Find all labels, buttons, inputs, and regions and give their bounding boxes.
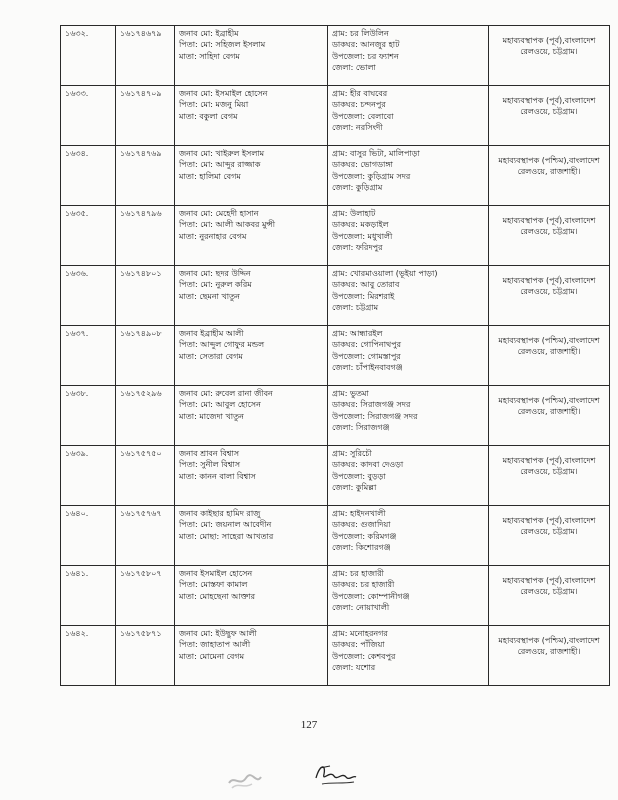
address-line: উপজেলা: করিমগঞ্জ [332, 531, 397, 541]
mother-name: মাতা: কানন বালা বিশ্বাস [179, 471, 256, 481]
candidate-name: জনাব মো: মেহেদী হাসান [179, 209, 259, 218]
address-line: জেলা: ভোলা [332, 63, 376, 73]
serial-cell: ১৬৩৫. [61, 206, 116, 266]
mother-name: মাতা: সাহিদা বেগম [179, 51, 240, 61]
address-line: জেলা: চট্টগ্রাম [332, 303, 379, 313]
candidate-name: জনাব মো: ইউছুফ আলী [179, 629, 257, 638]
person-cell [175, 446, 328, 506]
address-cell [328, 326, 489, 386]
table-row [61, 626, 610, 686]
mother-name: মাতা: সেতারা বেগম [179, 351, 243, 361]
address-line: জেলা: কিশোরগঞ্জ [332, 543, 391, 553]
roll-cell: ১৬১৭৪৭৯৬ [116, 206, 175, 266]
address-line: উপজেলা: চর ফ্যাশন [332, 51, 399, 61]
address-line: গ্রাম: চর লিউলিন [332, 29, 389, 38]
office-cell: মহাব্যবস্থাপক (পূর্ব),বাংলাদেশ রেলওয়ে, চট্টগ্রাম। [489, 506, 610, 566]
father-name: পিতা: মো: জয়নাল আবেদীন [179, 520, 272, 530]
candidate-name: জনাব ইসমাইল হোসেন [179, 569, 253, 578]
address-line: ডাকঘর: পাঁজিয়া [332, 640, 385, 650]
address-line: গ্রাম: মনোহরনগর [332, 629, 388, 638]
table-row [61, 506, 610, 566]
roll-cell: ১৬১৭৫৭৬৭ [116, 506, 175, 566]
table-row [61, 86, 610, 146]
office-cell: মহাব্যবস্থাপক (পূর্ব),বাংলাদেশ রেলওয়ে, চট্টগ্রাম। [489, 266, 610, 326]
address-line: উপজেলা: কোম্পানীগঞ্জ [332, 591, 410, 601]
address-line: গ্রাম: আন্ধারইল [332, 329, 383, 338]
candidate-name: জনাব মো: ইব্রাহীম [179, 29, 239, 38]
serial-cell: ১৬৩৯. [61, 446, 116, 506]
address-line: ডাকঘর: আবু তোরাব [332, 280, 400, 290]
father-name: পিতা: মোস্তফা কামাল [179, 580, 248, 590]
address-cell [328, 626, 489, 686]
person-cell [175, 86, 328, 146]
address-line: উপজেলা: মিরশরাই [332, 291, 395, 301]
signature [312, 760, 358, 788]
mother-name: মাতা: নুরনাহার বেগম [179, 231, 247, 241]
father-name: পিতা: মো: আলী আকবর মুন্সী [179, 220, 275, 230]
table-row [61, 566, 610, 626]
serial-cell: ১৬৪০. [61, 506, 116, 566]
address-line: উপজেলা: গোমস্তাপুর [332, 351, 401, 361]
person-cell [175, 326, 328, 386]
stamp-smudge [226, 769, 264, 791]
table-row [61, 146, 610, 206]
serial-cell: ১৬৩২. [61, 26, 116, 86]
father-name: পিতা: মো: নুরুল করিম [179, 280, 252, 290]
address-line: জেলা: যশোর [332, 663, 376, 673]
records-table [60, 25, 610, 686]
father-name: পিতা: মো: আব্দুর রাজ্জাক [179, 160, 261, 170]
address-line: গ্রাম: হীর বাঘবের [332, 89, 388, 98]
office-cell: মহাব্যবস্থাপক (পূর্ব),বাংলাদেশ রেলওয়ে, চট্টগ্রাম। [489, 86, 610, 146]
candidate-name: জনাব শ্রাবন বিশ্বাস [179, 449, 240, 458]
address-cell [328, 506, 489, 566]
address-line: জেলা: কুমিল্লা [332, 483, 377, 493]
address-line: উপজেলা: কেশবপুর [332, 651, 396, 661]
address-line: গ্রাম: হাইদনখালী [332, 509, 386, 518]
address-line: ডাকঘর: চর হাজারী [332, 580, 395, 590]
address-cell [328, 386, 489, 446]
father-name: পিতা: মো: সহিজল ইসলাম [179, 40, 266, 50]
address-line: গ্রাম: ভুতমা [332, 389, 369, 398]
father-name: পিতা: মো: আবুল হোসেন [179, 400, 261, 410]
candidate-name: জনাব মো: ছদর উদ্দিন [179, 269, 251, 278]
address-line: জেলা: চাঁপাইনবাবগঞ্জ [332, 363, 403, 373]
serial-cell: ১৬৪১. [61, 566, 116, 626]
candidate-name: জনাব মো: রুবেল রানা জীবন [179, 389, 273, 398]
table-row [61, 26, 610, 86]
address-line: উপজেলা: কুড়িগ্রাম সদর [332, 171, 411, 181]
roll-cell: ১৬১৭৪৭০৯ [116, 86, 175, 146]
address-line: উপজেলা: বেলাবো [332, 111, 394, 121]
address-line: গ্রাম: উলাহাট [332, 209, 376, 218]
serial-cell: ১৬৩৬. [61, 266, 116, 326]
table-row [61, 446, 610, 506]
address-cell [328, 266, 489, 326]
address-cell [328, 206, 489, 266]
address-line: জেলা: নরসিংদী [332, 123, 383, 133]
table-row [61, 326, 610, 386]
roll-cell: ১৬১৭৫৭৫০ [116, 446, 175, 506]
roll-cell: ১৬১৭৪৯০৮ [116, 326, 175, 386]
table-row [61, 266, 610, 326]
serial-cell: ১৬৩৭. [61, 326, 116, 386]
serial-cell: ১৬৩৪. [61, 146, 116, 206]
office-cell: মহাব্যবস্থাপক (পূর্ব),বাংলাদেশ রেলওয়ে, চট্টগ্রাম। [489, 566, 610, 626]
address-line: ডাকঘর: গুজাদিয়া [332, 520, 391, 530]
table-row [61, 386, 610, 446]
person-cell [175, 266, 328, 326]
person-cell [175, 626, 328, 686]
roll-cell: ১৬১৭৫৮৭১ [116, 626, 175, 686]
father-name: পিতা: আব্দুল গোফুর মন্ডল [179, 340, 265, 350]
mother-name: মাতা: মোছা: সাহেরা আখতার [179, 531, 274, 541]
address-line: গ্রাম: সুরিচৌ [332, 449, 372, 458]
mother-name: মাতা: বকুলা বেগম [179, 111, 238, 121]
father-name: পিতা: জাহাতাপ আলী [179, 640, 251, 650]
roll-cell: ১৬১৭৫২৯৬ [116, 386, 175, 446]
serial-cell: ১৬৪২. [61, 626, 116, 686]
address-line: ডাকঘর: আনজুর হাট [332, 40, 400, 50]
candidate-name: জনাব মো: ইসমাইল হোসেন [179, 89, 268, 98]
candidate-name: জনাব ইব্রাহীম আলী [179, 329, 244, 338]
mother-name: মাতা: মোহছেনা আক্তার [179, 591, 256, 601]
father-name: পিতা: মো: মজনু মিয়া [179, 100, 249, 110]
mother-name: মাতা: মোমেনা বেগম [179, 651, 245, 661]
person-cell [175, 26, 328, 86]
address-line: ডাকঘর: মকড়াইল [332, 220, 389, 230]
roll-cell: ১৬১৭৪৮০১ [116, 266, 175, 326]
address-line: গ্রাম: চর হাজারী [332, 569, 384, 578]
roll-cell: ১৬১৭৪৬৭৯ [116, 26, 175, 86]
candidate-name: জনাব মো: খাইরুল ইসলাম [179, 149, 265, 158]
address-cell [328, 446, 489, 506]
office-cell: মহাব্যবস্থাপক (পশ্চিম),বাংলাদেশ রেলওয়ে, রাজশাহী। [489, 146, 610, 206]
address-line: উপজেলা: মধুখালী [332, 231, 393, 241]
address-line: জেলা: কুড়িগ্রাম [332, 183, 383, 193]
address-line: গ্রাম: বাসুর ভিটা, মালিপাড়া [332, 149, 420, 158]
father-name: পিতা: সুনীল বিশ্বাস [179, 460, 241, 470]
office-cell: মহাব্যবস্থাপক (পূর্ব),বাংলাদেশ রেলওয়ে, চট্টগ্রাম। [489, 446, 610, 506]
address-line: ডাকঘর: সিরাজগঞ্জ সদর [332, 400, 411, 410]
person-cell [175, 206, 328, 266]
serial-cell: ১৬৩৩. [61, 86, 116, 146]
address-cell [328, 26, 489, 86]
person-cell [175, 386, 328, 446]
office-cell: মহাব্যবস্থাপক (পশ্চিম),বাংলাদেশ রেলওয়ে, রাজশাহী। [489, 626, 610, 686]
mother-name: মাতা: ছেমনা খাতুন [179, 291, 240, 301]
page-number: 127 [300, 719, 318, 731]
address-cell [328, 566, 489, 626]
table-row [61, 206, 610, 266]
office-cell: মহাব্যবস্থাপক (পূর্ব),বাংলাদেশ রেলওয়ে, চট্টগ্রাম। [489, 26, 610, 86]
address-line: উপজেলা: বুড়ড়া [332, 471, 386, 481]
address-line: উপজেলা: সিরাজগঞ্জ সদর [332, 411, 418, 421]
address-line: গ্রাম: খোরমাওয়ালা (ভূইয়া পাড়া) [332, 269, 438, 278]
roll-cell: ১৬১৭৪৭৬৯ [116, 146, 175, 206]
address-cell [328, 146, 489, 206]
office-cell: মহাব্যবস্থাপক (পশ্চিম),বাংলাদেশ রেলওয়ে, রাজশাহী। [489, 326, 610, 386]
person-cell [175, 146, 328, 206]
address-line: জেলা: নোয়াখালী [332, 603, 390, 613]
serial-cell: ১৬৩৮. [61, 386, 116, 446]
address-line: ডাকঘর: ভোগডাঙ্গা [332, 160, 393, 170]
roll-cell: ১৬১৭৫৮০৭ [116, 566, 175, 626]
address-cell [328, 86, 489, 146]
address-line: ডাকঘর: চন্দনপুর [332, 100, 386, 110]
office-cell: মহাব্যবস্থাপক (পশ্চিম),বাংলাদেশ রেলওয়ে, রাজশাহী। [489, 386, 610, 446]
office-cell: মহাব্যবস্থাপক (পূর্ব),বাংলাদেশ রেলওয়ে, চট্টগ্রাম। [489, 206, 610, 266]
person-cell [175, 566, 328, 626]
candidate-name: জনাব কাইছার হামিদ রাজু [179, 509, 261, 518]
address-line: ডাকঘর: গোপিনাথপুর [332, 340, 402, 350]
mother-name: মাতা: মাজেদা খাতুন [179, 411, 244, 421]
address-line: জেলা: সিরাজগঞ্জ [332, 423, 390, 433]
person-cell [175, 506, 328, 566]
mother-name: মাতা: হালিমা বেগম [179, 171, 241, 181]
address-line: জেলা: ফরিদপুর [332, 243, 383, 253]
address-line: ডাকঘর: কাদবা দেওড়া [332, 460, 404, 470]
